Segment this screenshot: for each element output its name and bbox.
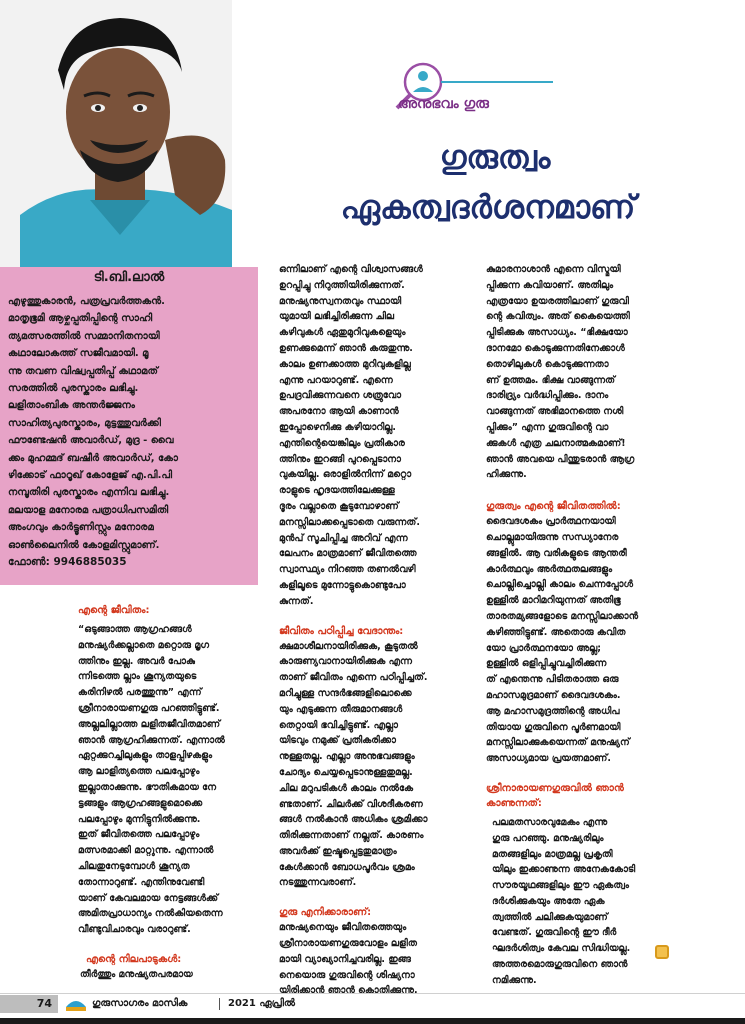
bio-line: അംഗവും കാർട്ടൂണിസ്റ്റും മനോരമ	[8, 522, 154, 534]
author-photo	[0, 0, 232, 267]
text-line: ദർശിക്കുകയും അതേ ഏക	[492, 895, 605, 907]
text-line: ഘദർശിത്വം കേവല സിദ്ധിയല്ല.	[492, 943, 631, 955]
paragraph	[78, 622, 260, 938]
subheading-life-vedanta: ജീവിതം പഠിപ്പിച്ച വേദാന്തം:	[279, 625, 404, 637]
article-title-line-1: ഗുരുത്വം	[439, 138, 551, 176]
text-line: മറിച്ചുള്ള സന്ദർഭങ്ങളിലൊക്കെ	[279, 687, 412, 699]
text-line: പ്പിക്കുന്ന കവിയാണ്. അതിലും	[486, 279, 614, 291]
text-line: സൗരയൂഥങ്ങളിലും ഈ ഏകത്വം	[492, 880, 629, 892]
text-line: മത്സരമാക്കി മാറ്റുന്നു. എന്നാൽ	[78, 845, 214, 857]
text-line: “ഒടുങ്ങാത്ത ആഗ്രഹങ്ങൾ	[78, 624, 192, 635]
text-line: ത്തിനും ഇല്ല. അവർ പോകു	[78, 655, 195, 667]
footer-divider	[219, 998, 220, 1010]
article-column-2	[279, 262, 469, 999]
paragraph	[486, 815, 686, 989]
text-line: പലപ്പോഴും മുന്നിട്ടുനിൽക്കുന്നു.	[78, 813, 201, 825]
text-line: വീണ്ടുവിചാരവും വരാറുണ്ട്.	[78, 924, 191, 936]
text-line: മനസ്സിലാക്കപ്പെടാതെ വരുന്നത്.	[279, 516, 420, 528]
text-line: ചോദ്യം ചെയ്യപ്പെടാനുള്ളതുമല്ല.	[279, 766, 413, 778]
text-line: അസാധ്യമായ പ്രയത്നമാണ്.	[486, 753, 611, 765]
text-line: ത്തിനും ഇറങ്ങി പുറപ്പെടാനാ	[279, 453, 401, 465]
text-line: ചില മറുപടികൾ കാലം നൽകേ	[279, 782, 414, 794]
text-line: യും എടുക്കുന്ന തീരുമാനങ്ങൾ	[279, 703, 403, 715]
text-line: പ്പിടിക്കുക അസാധ്യം. “ഭിക്ഷയോ	[486, 327, 628, 339]
bio-line: ലളിതാംബിക അന്തർജ്ജനം	[8, 400, 135, 412]
text-line: അവർക്ക് ഇഷ്ടപ്പെട്ടതുമാത്രം	[279, 845, 397, 857]
text-line: ഗുരു പറഞ്ഞു. മനുഷ്യരിലും	[492, 832, 604, 844]
text-line: വേണ്ടത്. ഗുരുവിന്റെ ഈ ദീർ	[492, 927, 617, 939]
text-line: ണ് ഉത്തമം. ഭിക്ഷ വാങ്ങുന്നത്	[486, 374, 615, 386]
text-line: മായി വ്യാഖ്യാനിച്ചവരില്ല. ഇങ്ങ	[279, 953, 411, 965]
bio-line: ഫൗണ്ടേഷൻ അവാർഡ്, മുദ്ര - വൈ	[8, 435, 174, 447]
text-line: സ്വാസ്ഥ്യം നിറഞ്ഞ തണൽവഴി	[279, 564, 416, 576]
magazine-logo-icon	[64, 993, 88, 1013]
text-line: ഉള്ളിൽ മാറിമറിയുന്നത് അതിഭൂ	[486, 595, 621, 607]
text-line: തെറ്റായി ഭവിച്ചിട്ടുണ്ട്. എല്ലാ	[279, 719, 398, 731]
text-line: ഒന്നിലാണ് എന്റെ വിശ്വാസങ്ങൾ	[279, 264, 423, 275]
text-line: കാലം ഉണക്കാത്ത മുറിവുകളില്ല	[279, 358, 411, 370]
text-line: യിടവും നമുക്ക് പ്രതികരിക്കാ	[279, 735, 396, 747]
text-line: ഇത് ജീവിതത്തെ പലപ്പോഴും	[78, 829, 200, 841]
bio-line: എഴുത്തുകാരൻ, പത്രപ്രവർത്തകൻ.	[8, 296, 165, 307]
text-line: തോന്നാറുണ്ട്. എന്തിനുവേണ്ടി	[78, 876, 205, 888]
text-line: മതങ്ങളിലും മാത്രമല്ല പ്രകൃതി	[492, 848, 613, 860]
author-bio	[8, 293, 254, 554]
subheading-my-life: എന്റെ ജീവിതം:	[78, 605, 150, 616]
text-line: യോ പ്രാർത്ഥനയോ അല്ല;	[486, 642, 602, 654]
text-line: ചൊല്ലുമായിരുന്നു സന്ധ്യാനേര	[486, 531, 619, 543]
text-line: കഴിവുകൾ ഏതുമുറിവുകളെയും	[279, 327, 406, 339]
bio-line: നമ്പൂതിരി പുരസ്കാരം എന്നിവ ലഭിച്ചു.	[8, 487, 170, 499]
text-line: ദൈവദശകം പ്രാർത്ഥനയായി	[486, 516, 616, 528]
text-line: ആ മഹാസമുദ്രത്തിന്റെ അധിപ	[486, 705, 620, 717]
text-line: യുമായി ലഭിച്ചിരിക്കുന്ന ചില	[279, 311, 395, 323]
text-line: എന്നു പറയാറുണ്ട്. എന്നെ	[279, 374, 393, 386]
text-line: ങ്ങൾ നൽകാൻ അധികം ശ്രമിക്കാ	[279, 814, 428, 826]
magazine-name: ഗുരുസാഗരം മാസിക	[92, 998, 188, 1009]
text-line: ഉള്ളിൽ ഒളിപ്പിച്ചുവച്ചിരിക്കുന്ന	[486, 658, 607, 670]
subheading-gurutvam-in-my-life: ഗുരുത്വം എന്റെ ജീവിതത്തിൽ:	[486, 501, 621, 513]
text-line: കരിനിഴൽ പരത്തുന്നു” എന്ന്	[78, 687, 202, 699]
text-line: തീർത്തും മനുഷ്യതപരമായ	[80, 968, 193, 980]
text-line: മനസ്സിലാക്കുകയെന്നത് മനുഷ്യന്	[486, 737, 630, 749]
article-title-line-2: ഏകത്വദർശനമാണ്	[340, 188, 636, 226]
text-line: ണ്ടതാണ്. ചിലർക്ക് വിശദീകരണ	[279, 798, 423, 810]
text-line: യാണ് കേവലമായ നേട്ടങ്ങൾക്ക്	[78, 892, 219, 904]
text-line: യിരിക്കാൻ ഞാൻ കൊതിക്കുന്നു.	[279, 985, 418, 997]
text-line: മനുഷ്യനെയും ജീവിതത്തെയും	[279, 922, 407, 934]
bottom-border	[0, 1018, 745, 1024]
bio-line: ക്കം മുഹമ്മദ് ബഷീർ അവാർഡ്, കോ	[8, 452, 178, 464]
article-column-3	[486, 262, 686, 989]
text-line: ന്നിടത്തെ ല്ലാം ശൂന്യതയുടെ	[78, 671, 197, 683]
magnifier-icon	[405, 64, 441, 100]
subheading-my-positions: എന്റെ നിലപാടുകൾ:	[86, 953, 182, 965]
bio-line: മലയാള മനോരമ പത്രാധിപസമിതി	[8, 504, 169, 516]
text-line: തൊഴിലുകൾ കൊടുക്കുന്നതാ	[486, 358, 609, 370]
text-line: അല്ലലില്ലാത്ത ലളിതജീവിതമാണ്	[78, 718, 221, 730]
text-line: കുന്നത്.	[279, 595, 314, 607]
end-of-article-icon	[655, 945, 669, 959]
text-line: രാളുടെ ഹൃദയത്തിലേക്കുള്ള	[279, 485, 395, 497]
text-line: നെയൊരു ഗുരുവിന്റെ ശിഷ്യനാ	[279, 969, 415, 981]
text-line: പ്പിക്കും” എന്ന ഗുരുവിന്റെ വാ	[486, 421, 609, 433]
text-line: ങ്ങളിൽ. ആ വരികളുടെ ആന്തരീ	[486, 547, 627, 559]
text-line: ന്റെ കവിത്വം. അത് കൈയെത്തി	[486, 311, 630, 323]
text-line: ശ്രീനാരായണഗുരുവോളം ലളിത	[279, 938, 417, 950]
text-line: യിലും ഇക്കാണുന്ന അനേകകോടി	[492, 864, 636, 876]
paragraph	[279, 920, 469, 999]
text-line: തിരിക്കുന്നതാണ് നല്ലത്. കാരണം	[279, 830, 424, 842]
text-line: ചൊല്ലിച്ചൊല്ലി കാലം ചെന്നപ്പോൾ	[486, 579, 634, 591]
bio-line: ഴിക്കോട് ഫാറൂഖ് കോളേജ് എ.പി.പി	[8, 470, 173, 482]
bio-line: മാതൃഭൂമി ആഴ്ചപ്പതിപ്പിന്റെ സാഹി	[8, 313, 153, 325]
text-line: കാർത്ഥവും അർത്ഥതലങ്ങളും	[486, 563, 613, 575]
paragraph	[486, 514, 686, 767]
section-tag: അനുഭവം ഗുരു	[398, 96, 489, 112]
text-line: അത്തരമൊരുഗുരുവിനെ ഞാൻ	[492, 959, 628, 971]
text-line: ചിലതുനേടുമ്പോൾ ശൂന്യത	[78, 860, 190, 872]
text-line: അമിതപ്രാധാന്യം നൽകിയതെന്ന	[78, 908, 223, 920]
text-line: നടത്തുന്നവരാണ്.	[279, 877, 357, 889]
text-line: താരതമ്യങ്ങളോടെ മനസ്സിലാക്കാൻ	[486, 610, 639, 622]
paragraph	[279, 262, 469, 610]
text-line: ദാരിദ്ര്യം വർദ്ധിപ്പിക്കും. ദാനം	[486, 390, 609, 402]
text-line: പലമതസാരവുമേകം എന്നു	[492, 816, 608, 828]
text-line: ട്ടങ്ങളും ആഗ്രഹങ്ങളുമൊക്കെ	[78, 797, 203, 809]
text-line: ഉപദ്രവിക്കുന്നവനെ ശത്രുവോ	[279, 390, 402, 402]
author-name: ടി.ബി.ലാൽ	[93, 270, 165, 285]
text-line: കേൾക്കാൻ ബോധപൂർവം ശ്രമം	[279, 861, 415, 873]
text-line: മനുഷ്യനുസ്വനതവും സ്ഥായി	[279, 295, 402, 307]
text-line: ഞാൻ ആഗ്രഹിക്കുന്നത്. എന്നാൽ	[78, 734, 225, 746]
article-column-1	[78, 603, 260, 983]
text-line: ദാനമോ കൊടുക്കുന്നതിനേക്കാൾ	[486, 342, 625, 354]
text-line: തിയായ ഗുരുവിനെ പൂർണമായി	[486, 721, 621, 733]
text-line: അപരനോ ആയി കാണാൻ	[279, 406, 399, 418]
text-line: ദൂരം വല്ലാതെ കൂടുമ്പോഴാണ്	[279, 500, 399, 512]
text-line: മുൻപ് സൂചിപ്പിച്ച അറിവ് എന്ന	[279, 532, 408, 544]
text-line: കാരുണ്യവാനായിരിക്കുക എന്ന	[279, 656, 412, 668]
bio-line: കഥാലോകത്ത് സജീവമായി. മൂ	[8, 348, 149, 360]
page-number: 74	[0, 995, 58, 1013]
text-line: വുകയില്ല. ഒരാളിൽനിന്ന് മറ്റൊ	[279, 469, 412, 481]
section-logo	[383, 60, 573, 130]
text-line: ആ ലാളിത്യത്തെ പലപ്പോഴും	[78, 766, 200, 778]
bio-line: സരത്തിൽ പുരസ്കാരം ലഭിച്ചു.	[8, 383, 139, 395]
text-line: ക്കുകൾ എത്ര ചലനാത്മകമാണ്!	[486, 437, 626, 449]
text-line: ഏറ്റക്കുറച്ചിലുകളും താളപ്പിഴകളും	[78, 750, 213, 762]
text-line: താണ് ജീവിതം എന്നെ പഠിപ്പിച്ചത്.	[279, 672, 428, 684]
bio-line: ഓൺലൈനിൽ കോളമിസ്റ്റുമാണ്.	[8, 539, 160, 551]
text-line: ത്വത്തിൽ ചലിക്കുകയുമാണ്	[492, 911, 608, 923]
text-line: എന്തിന്റെയെങ്കിലും പ്രതികാര	[279, 437, 405, 449]
text-line: എത്രയോ ഉയരത്തിലാണ് ഗുരുവി	[486, 295, 629, 307]
text-line: ഉറപ്പിച്ചു നിറുത്തിയിരിക്കുന്നത്.	[279, 279, 405, 291]
text-line: കുമാരനാശാൻ എന്നെ വിസ്മയി	[486, 264, 621, 275]
text-line: നമിക്കുന്നു.	[492, 974, 537, 986]
text-line: ഇപ്പോഴെനിക്കു കഴിയാറില്ല.	[279, 421, 397, 433]
bio-line: ന്നു തവണ വിഷ്വപ്പതിപ്പ് കഥാമത്	[8, 365, 158, 377]
text-line: കളിലൂടെ മുന്നോട്ടുകൊണ്ടുപോ	[279, 579, 406, 591]
paragraph	[486, 262, 686, 483]
bio-line: സാഹിത്യപുരസ്കാരം, മുട്ടത്തുവർക്കി	[8, 417, 161, 429]
text-line: നുള്ളതല്ല. എല്ലാ അനുഭവങ്ങളും	[279, 751, 415, 763]
subheading-what-i-see-in-guru: ശ്രീനാരായണഗുരുവിൽ ഞാൻ കാണുന്നത്:	[486, 782, 624, 809]
text-line: ഹിക്കുന്നു.	[486, 469, 527, 481]
issue-date: 2021 ഏപ്രിൽ	[228, 998, 296, 1009]
text-line: ഇല്ലാതാക്കുന്നു. ഭൗതികമായ നേ	[78, 781, 217, 793]
text-line: ക്ഷമാശീലനായിരിക്കുക, കൂടുതൽ	[279, 640, 418, 652]
text-line: ശ്രീനാരായണഗുരു പറഞ്ഞിട്ടുണ്ട്.	[78, 702, 220, 714]
text-line: ഞാൻ അവയെ പിന്തുടരാൻ ആഗ്ര	[486, 453, 635, 465]
text-line: വാങ്ങുന്നത് അഭിമാനത്തെ നശി	[486, 406, 624, 418]
subheading-who-is-guru: ഗുരു എനിക്കാരാണ്:	[279, 907, 372, 919]
paragraph	[279, 639, 469, 892]
text-line: മനുഷ്യർക്കല്ലാതെ മറ്റൊരു മൃഗ	[78, 639, 210, 651]
bio-line: ത്യമത്സരത്തിൽ സമ്മാനിതനായി	[8, 330, 160, 342]
text-line: കഴിഞ്ഞിട്ടുണ്ട്. അതൊരു കവിത	[486, 626, 626, 638]
text-line: ഉണക്കുമെന്ന് ഞാൻ കരുതുന്നു.	[279, 342, 413, 354]
author-phone: ഫോൺ: 9946885035	[8, 556, 127, 568]
text-line: ത് എന്തെന്നു പിടിതരാത്ത ഒരു	[486, 674, 619, 686]
text-line: ലേപനം മാത്രമാണ് ജീവിതത്തെ	[279, 548, 417, 560]
text-line: മഹാസമുദ്രമാണ് ദൈവദശകം.	[486, 689, 621, 701]
